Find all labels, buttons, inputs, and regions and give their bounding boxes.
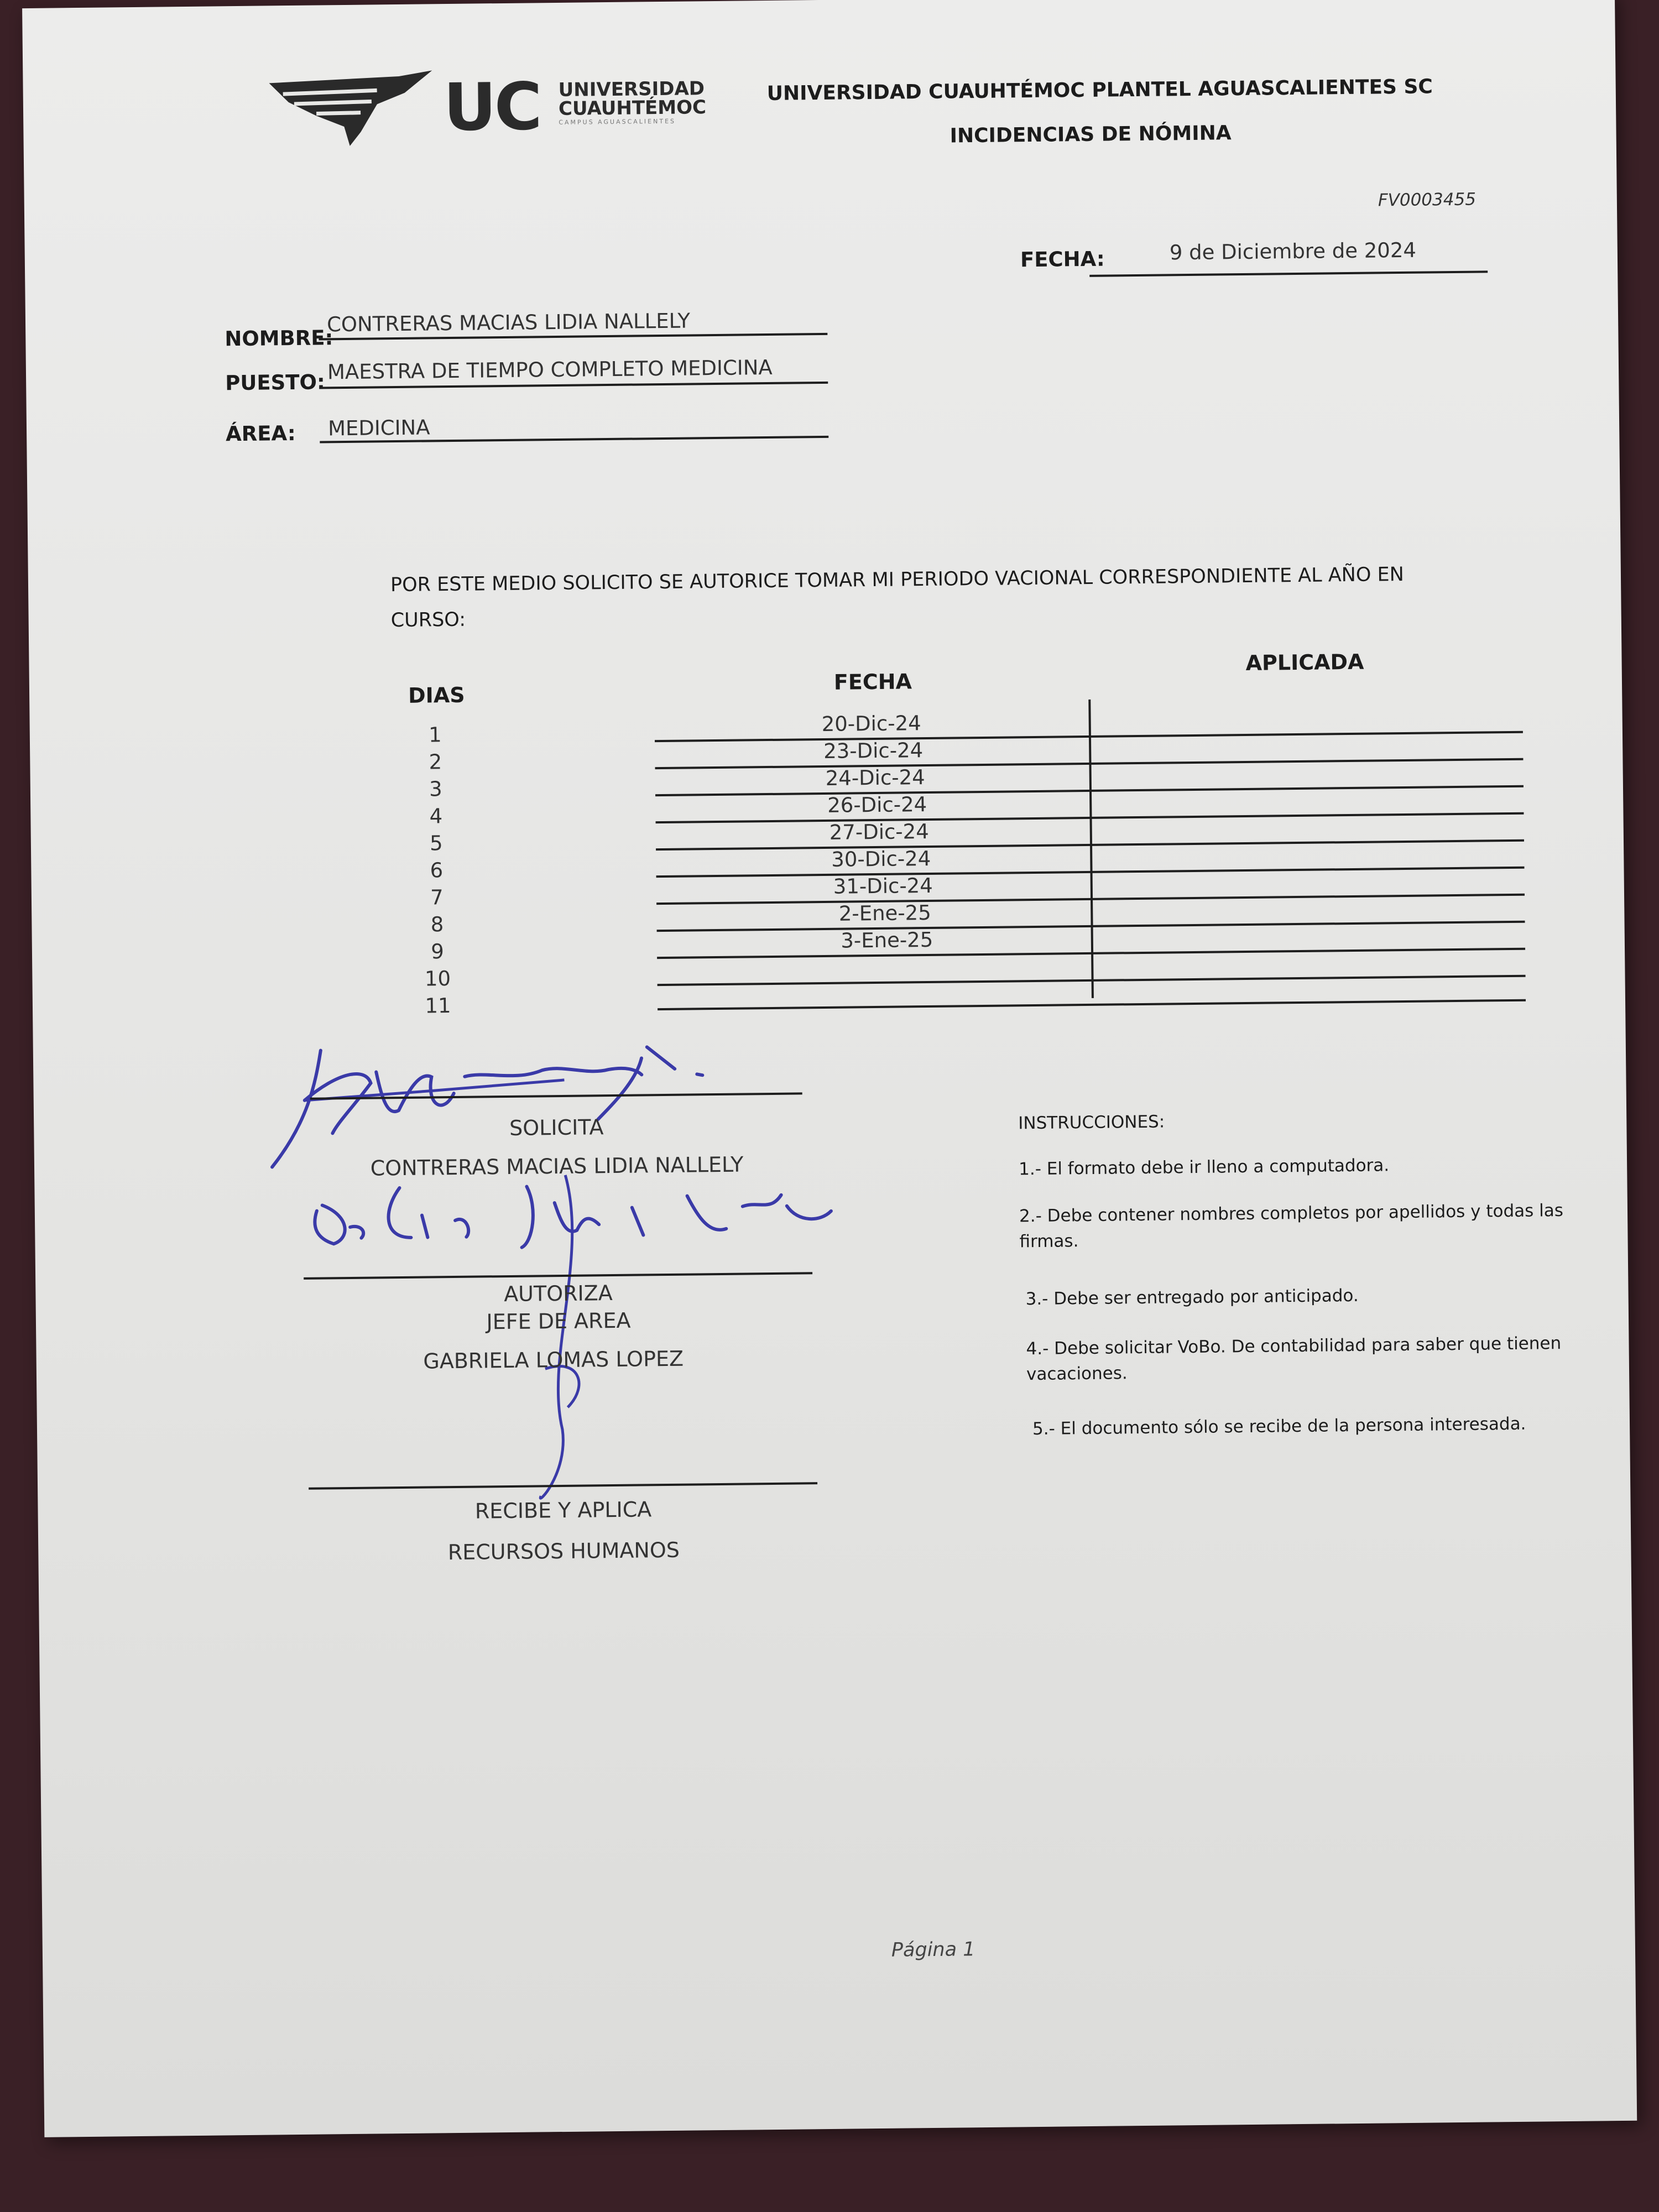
instructions-title: INSTRUCCIONES: (1018, 1112, 1165, 1134)
fecha-value: 9 de Diciembre de 2024 (1169, 238, 1417, 265)
row-dia: 11 (425, 994, 451, 1018)
logo-name-line2: CUAUHTÉMOC (558, 96, 707, 120)
solicita-role: SOLICITA (509, 1115, 604, 1140)
row-dia: 8 (430, 912, 444, 937)
request-paragraph (390, 556, 1442, 638)
autoriza-name: GABRIELA LOMAS LOPEZ (423, 1346, 684, 1374)
puesto-value: MAESTRA DE TIEMPO COMPLETO MEDICINA (327, 355, 773, 384)
row-dia: 1 (428, 723, 442, 747)
row-fecha: 27-Dic-24 (829, 819, 929, 844)
fecha-label: FECHA: (1020, 247, 1105, 272)
row-dia: 6 (430, 858, 444, 883)
autoriza-signature (300, 1172, 845, 1510)
row-fecha: 3-Ene-25 (841, 927, 933, 953)
column-header-aplicada: APLICADA (1245, 649, 1364, 675)
column-header-fecha: FECHA (833, 669, 912, 695)
page-number: Página 1 (891, 1938, 975, 1961)
row-dia: 7 (430, 885, 444, 910)
logo-initials: UC (443, 68, 541, 146)
row-dia: 3 (429, 777, 442, 801)
institution-name: UNIVERSIDAD CUAUHTÉMOC PLANTEL AGUASCALIENTES SC (766, 75, 1433, 105)
instruction-item: 5.- El documento sólo se recibe de la persona interesada. (1032, 1413, 1526, 1439)
nombre-value: CONTRERAS MACIAS LIDIA NALLELY (326, 309, 691, 337)
area-label: ÁREA: (225, 421, 296, 446)
autoriza-role: AUTORIZA (503, 1281, 613, 1307)
row-fecha: 2-Ene-25 (838, 900, 931, 926)
row-fecha: 23-Dic-24 (823, 738, 924, 763)
logo-tagline: CAMPUS AGUASCALIENTES (559, 117, 676, 126)
row-dia: 5 (429, 831, 443, 855)
row-dia: 10 (424, 967, 451, 991)
table-rule (658, 999, 1526, 1010)
recibe-dept: RECURSOS HUMANOS (447, 1537, 680, 1565)
row-fecha: 24-Dic-24 (825, 765, 925, 790)
puesto-label: PUESTO: (225, 370, 325, 395)
autoriza-title: JEFE DE AREA (486, 1308, 631, 1334)
instruction-item: 4.- Debe solicitar VoBo. De contabilidad para saber que tienen vacaciones. (1026, 1333, 1562, 1385)
row-fecha: 26-Dic-24 (827, 792, 927, 817)
column-header-dias: DIAS (408, 682, 465, 708)
row-fecha: 30-Dic-24 (831, 846, 931, 872)
request-line1: POR ESTE MEDIO SOLICITO SE AUTORICE TOMAR MI PERIODO VACIONAL CORRESPONDIENTE AL AÑO EN (390, 563, 1405, 597)
form-title: INCIDENCIAS DE NÓMINA (950, 122, 1232, 148)
recibe-role: RECIBE Y APLICA (474, 1497, 652, 1524)
row-dia: 2 (429, 750, 442, 774)
row-aplicada (1191, 706, 1412, 708)
instruction-item: 1.- El formato debe ir lleno a computadora. (1018, 1155, 1390, 1180)
nombre-label: NOMBRE: (225, 326, 333, 351)
instruction-item: 2.- Debe contener nombres completos por apellidos y todas las firmas. (1019, 1201, 1564, 1252)
row-dia: 4 (429, 804, 443, 828)
row-fecha: 20-Dic-24 (821, 711, 921, 737)
fecha-underline (1089, 270, 1488, 277)
form-sheet (22, 0, 1637, 2137)
uc-eagle-logo-icon (266, 70, 438, 149)
folio-number: FV0003455 (1378, 189, 1477, 211)
logo-name-line1: UNIVERSIDAD (558, 77, 705, 101)
row-fecha: 31-Dic-24 (833, 873, 933, 899)
area-value: MEDICINA (327, 415, 430, 441)
request-line2: CURSO: (390, 608, 466, 632)
solicita-name: CONTRERAS MACIAS LIDIA NALLELY (370, 1152, 744, 1181)
row-dia: 9 (430, 940, 444, 964)
instruction-item: 3.- Debe ser entregado por anticipado. (1025, 1285, 1359, 1310)
